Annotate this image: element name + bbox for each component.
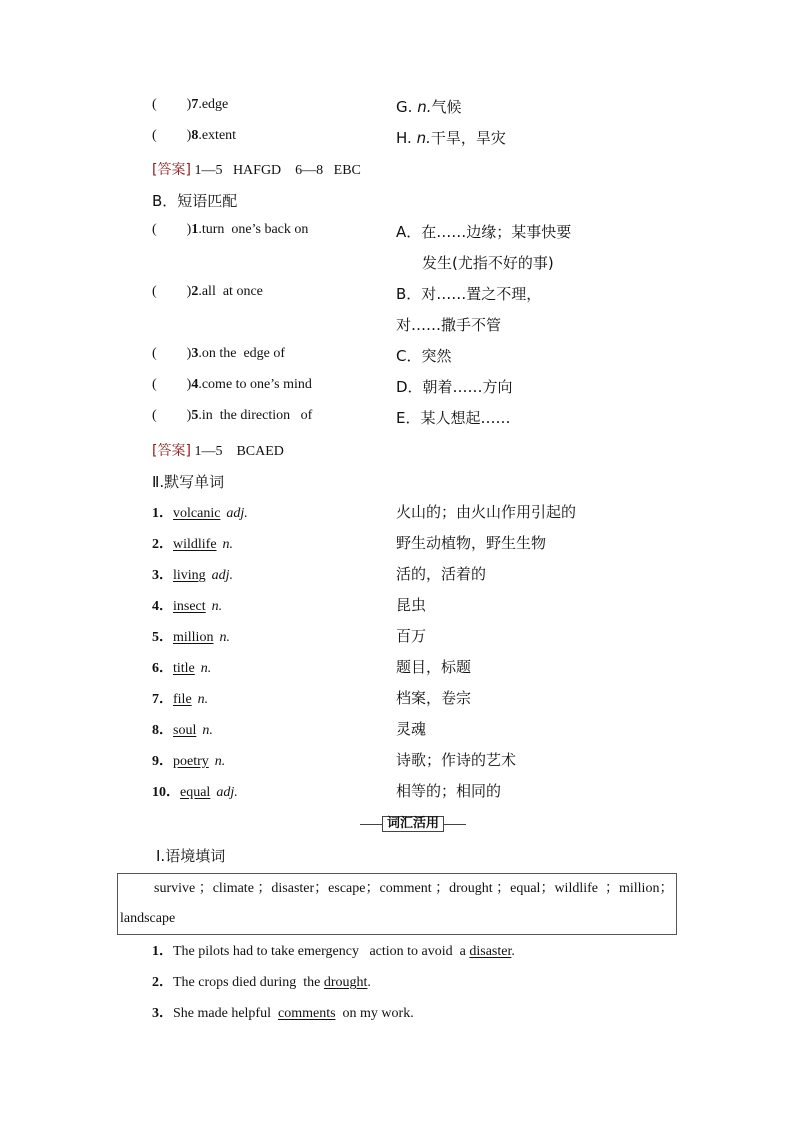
item-number: 2 xyxy=(191,284,199,299)
answer-line-a xyxy=(152,159,361,179)
part-of-speech: n. xyxy=(219,630,230,645)
item-number: 2． xyxy=(152,537,173,552)
dictation-row xyxy=(152,750,225,770)
dictation-row xyxy=(152,781,238,801)
word-bank-line-1: survive ；climate ；disaster；escape；comment ；drought ；equal；wildlife ；million； xyxy=(154,881,674,896)
dictation-meaning: 档案，卷宗 xyxy=(396,689,472,707)
phrase-row-3 xyxy=(152,346,285,362)
match-def-h xyxy=(396,127,506,148)
part-of-speech: adj. xyxy=(211,568,234,583)
dictation-meaning: 火山的；由火山作用引起的 xyxy=(396,503,577,521)
section-b-title: B．短语匹配 xyxy=(152,192,238,210)
item-number: 6． xyxy=(152,661,173,676)
answer-blank: disaster xyxy=(469,944,512,959)
dictation-meaning: 题目，标题 xyxy=(396,658,472,676)
paren-open: ( xyxy=(152,408,157,423)
paren-close: ) xyxy=(186,97,192,112)
match-row-8 xyxy=(152,128,236,144)
paren-close: ) xyxy=(186,284,192,299)
dictation-word: volcanic xyxy=(173,506,221,521)
term: .on the edge of xyxy=(198,346,286,361)
match-row-7 xyxy=(152,97,228,113)
item-number: 8 xyxy=(191,128,199,143)
section-context-title: Ⅰ.语境填词 xyxy=(156,847,226,865)
dictation-meaning: 诗歌；作诗的艺术 xyxy=(396,751,517,769)
dictation-word: insect xyxy=(173,599,206,614)
phrase-row-2 xyxy=(152,284,263,300)
phrase-def-b: B．对……置之不理， xyxy=(396,285,542,303)
phrase-def-a: A．在……边缘；某事快要 xyxy=(396,223,572,241)
def-letter: G. xyxy=(396,98,413,116)
phrase-def-c: C．突然 xyxy=(396,347,452,365)
dictation-meaning: 昆虫 xyxy=(396,596,427,614)
paren-close: ) xyxy=(186,222,192,237)
item-number: 4． xyxy=(152,599,173,614)
fill-in-sentence xyxy=(152,971,371,991)
item-number: 5． xyxy=(152,630,173,645)
item-number: 1 xyxy=(191,222,199,237)
def-text: 气候 xyxy=(431,98,462,116)
part-of-speech: n. xyxy=(211,599,223,614)
item-number: 8． xyxy=(152,723,173,738)
item-number: 1． xyxy=(152,944,173,959)
word-bank xyxy=(117,873,677,935)
part-of-speech: n. xyxy=(202,723,213,738)
phrase-row-1 xyxy=(152,222,308,238)
item-number: 7． xyxy=(152,692,173,707)
dictation-meaning: 灵魂 xyxy=(396,720,427,738)
item-number: 3． xyxy=(152,1006,173,1021)
paren-close: ) xyxy=(186,408,192,423)
phrase-row-4 xyxy=(152,377,312,393)
answer-blank: drought xyxy=(323,975,368,990)
paren-open: ( xyxy=(152,346,157,361)
item-number: 3． xyxy=(152,568,173,583)
item-number: 1． xyxy=(152,506,173,521)
dictation-word: title xyxy=(173,661,195,676)
answer-tag: [答案] xyxy=(152,162,191,178)
dictation-word: equal xyxy=(180,785,211,800)
sentence-after: on my work. xyxy=(335,1006,414,1021)
part-of-speech: n. xyxy=(214,754,226,769)
def-letter: H. xyxy=(396,129,412,147)
dictation-word: soul xyxy=(173,723,197,738)
item-number: 10． xyxy=(152,785,180,800)
answer-blank: comments xyxy=(277,1006,336,1021)
def-text: 干旱，旱灾 xyxy=(430,129,506,147)
dictation-meaning: 百万 xyxy=(396,627,427,645)
part-of-speech: n. xyxy=(222,537,234,552)
dictation-meaning: 活的，活着的 xyxy=(396,565,487,583)
dictation-row xyxy=(152,626,230,646)
banner-label: 词汇活用 xyxy=(382,816,444,832)
part-of-speech: adj. xyxy=(216,785,238,800)
term: .turn one’s back on xyxy=(198,222,309,237)
paren-open: ( xyxy=(152,97,157,112)
sentence-before: She made helpful xyxy=(173,1006,278,1021)
paren-open: ( xyxy=(152,377,157,392)
dictation-meaning: 相等的；相同的 xyxy=(396,782,502,800)
answer-line-b xyxy=(152,440,284,460)
term: .edge xyxy=(198,97,229,112)
paren-close: ) xyxy=(186,128,192,143)
phrase-def-a-cont: 发生(尤指不好的事) xyxy=(422,254,554,272)
dictation-row xyxy=(152,719,213,739)
item-number: 5 xyxy=(191,408,199,423)
word-bank-line-2: landscape xyxy=(120,911,176,926)
answer-text: 1—5 HAFGD 6—8 EBC xyxy=(194,163,361,178)
paren-close: ) xyxy=(186,346,192,361)
answer-text: 1—5 BCAED xyxy=(194,444,284,459)
dictation-row xyxy=(152,502,248,522)
fill-in-sentence xyxy=(152,1002,414,1022)
item-number: 7 xyxy=(191,97,199,112)
dictation-word: million xyxy=(173,630,214,645)
dictation-row xyxy=(152,688,208,708)
dictation-row xyxy=(152,657,211,677)
paren-open: ( xyxy=(152,222,157,237)
term: .extent xyxy=(198,128,237,143)
term: .all at once xyxy=(198,284,263,299)
term: .come to one’s mind xyxy=(198,377,312,392)
dictation-meaning: 野生动植物，野生生物 xyxy=(396,534,547,552)
phrase-def-e: E．某人想起…… xyxy=(396,409,511,427)
match-def-g xyxy=(396,96,461,117)
dictation-row xyxy=(152,595,222,615)
sentence-after: . xyxy=(511,944,515,959)
dictation-word: file xyxy=(173,692,192,707)
dictation-row xyxy=(152,533,233,553)
sentence-after: . xyxy=(367,975,371,990)
section-2-title: Ⅱ.默写单词 xyxy=(152,473,225,491)
dictation-word: wildlife xyxy=(173,537,217,552)
dictation-word: living xyxy=(173,568,206,583)
def-pos: n. xyxy=(416,129,431,147)
item-number: 2． xyxy=(152,975,173,990)
paren-close: ) xyxy=(186,377,192,392)
phrase-row-5 xyxy=(152,408,312,424)
item-number: 9． xyxy=(152,754,173,769)
sentence-before: The crops died during the xyxy=(173,975,324,990)
phrase-def-b-cont: 对……撒手不管 xyxy=(396,316,502,334)
term: .in the direction of xyxy=(198,408,313,423)
answer-tag: [答案] xyxy=(152,443,191,459)
section-banner xyxy=(360,816,466,832)
fill-in-sentence xyxy=(152,940,515,960)
part-of-speech: n. xyxy=(200,661,212,676)
paren-open: ( xyxy=(152,128,157,143)
item-number: 4 xyxy=(191,377,199,392)
item-number: 3 xyxy=(191,346,199,361)
sentence-before: The pilots had to take emergency action to avoid a xyxy=(173,944,470,959)
dictation-row xyxy=(152,564,233,584)
phrase-def-d: D．朝着……方向 xyxy=(396,378,513,396)
def-pos: n. xyxy=(417,98,432,116)
paren-open: ( xyxy=(152,284,157,299)
part-of-speech: adj. xyxy=(226,506,248,521)
part-of-speech: n. xyxy=(197,692,209,707)
dictation-word: poetry xyxy=(173,754,209,769)
